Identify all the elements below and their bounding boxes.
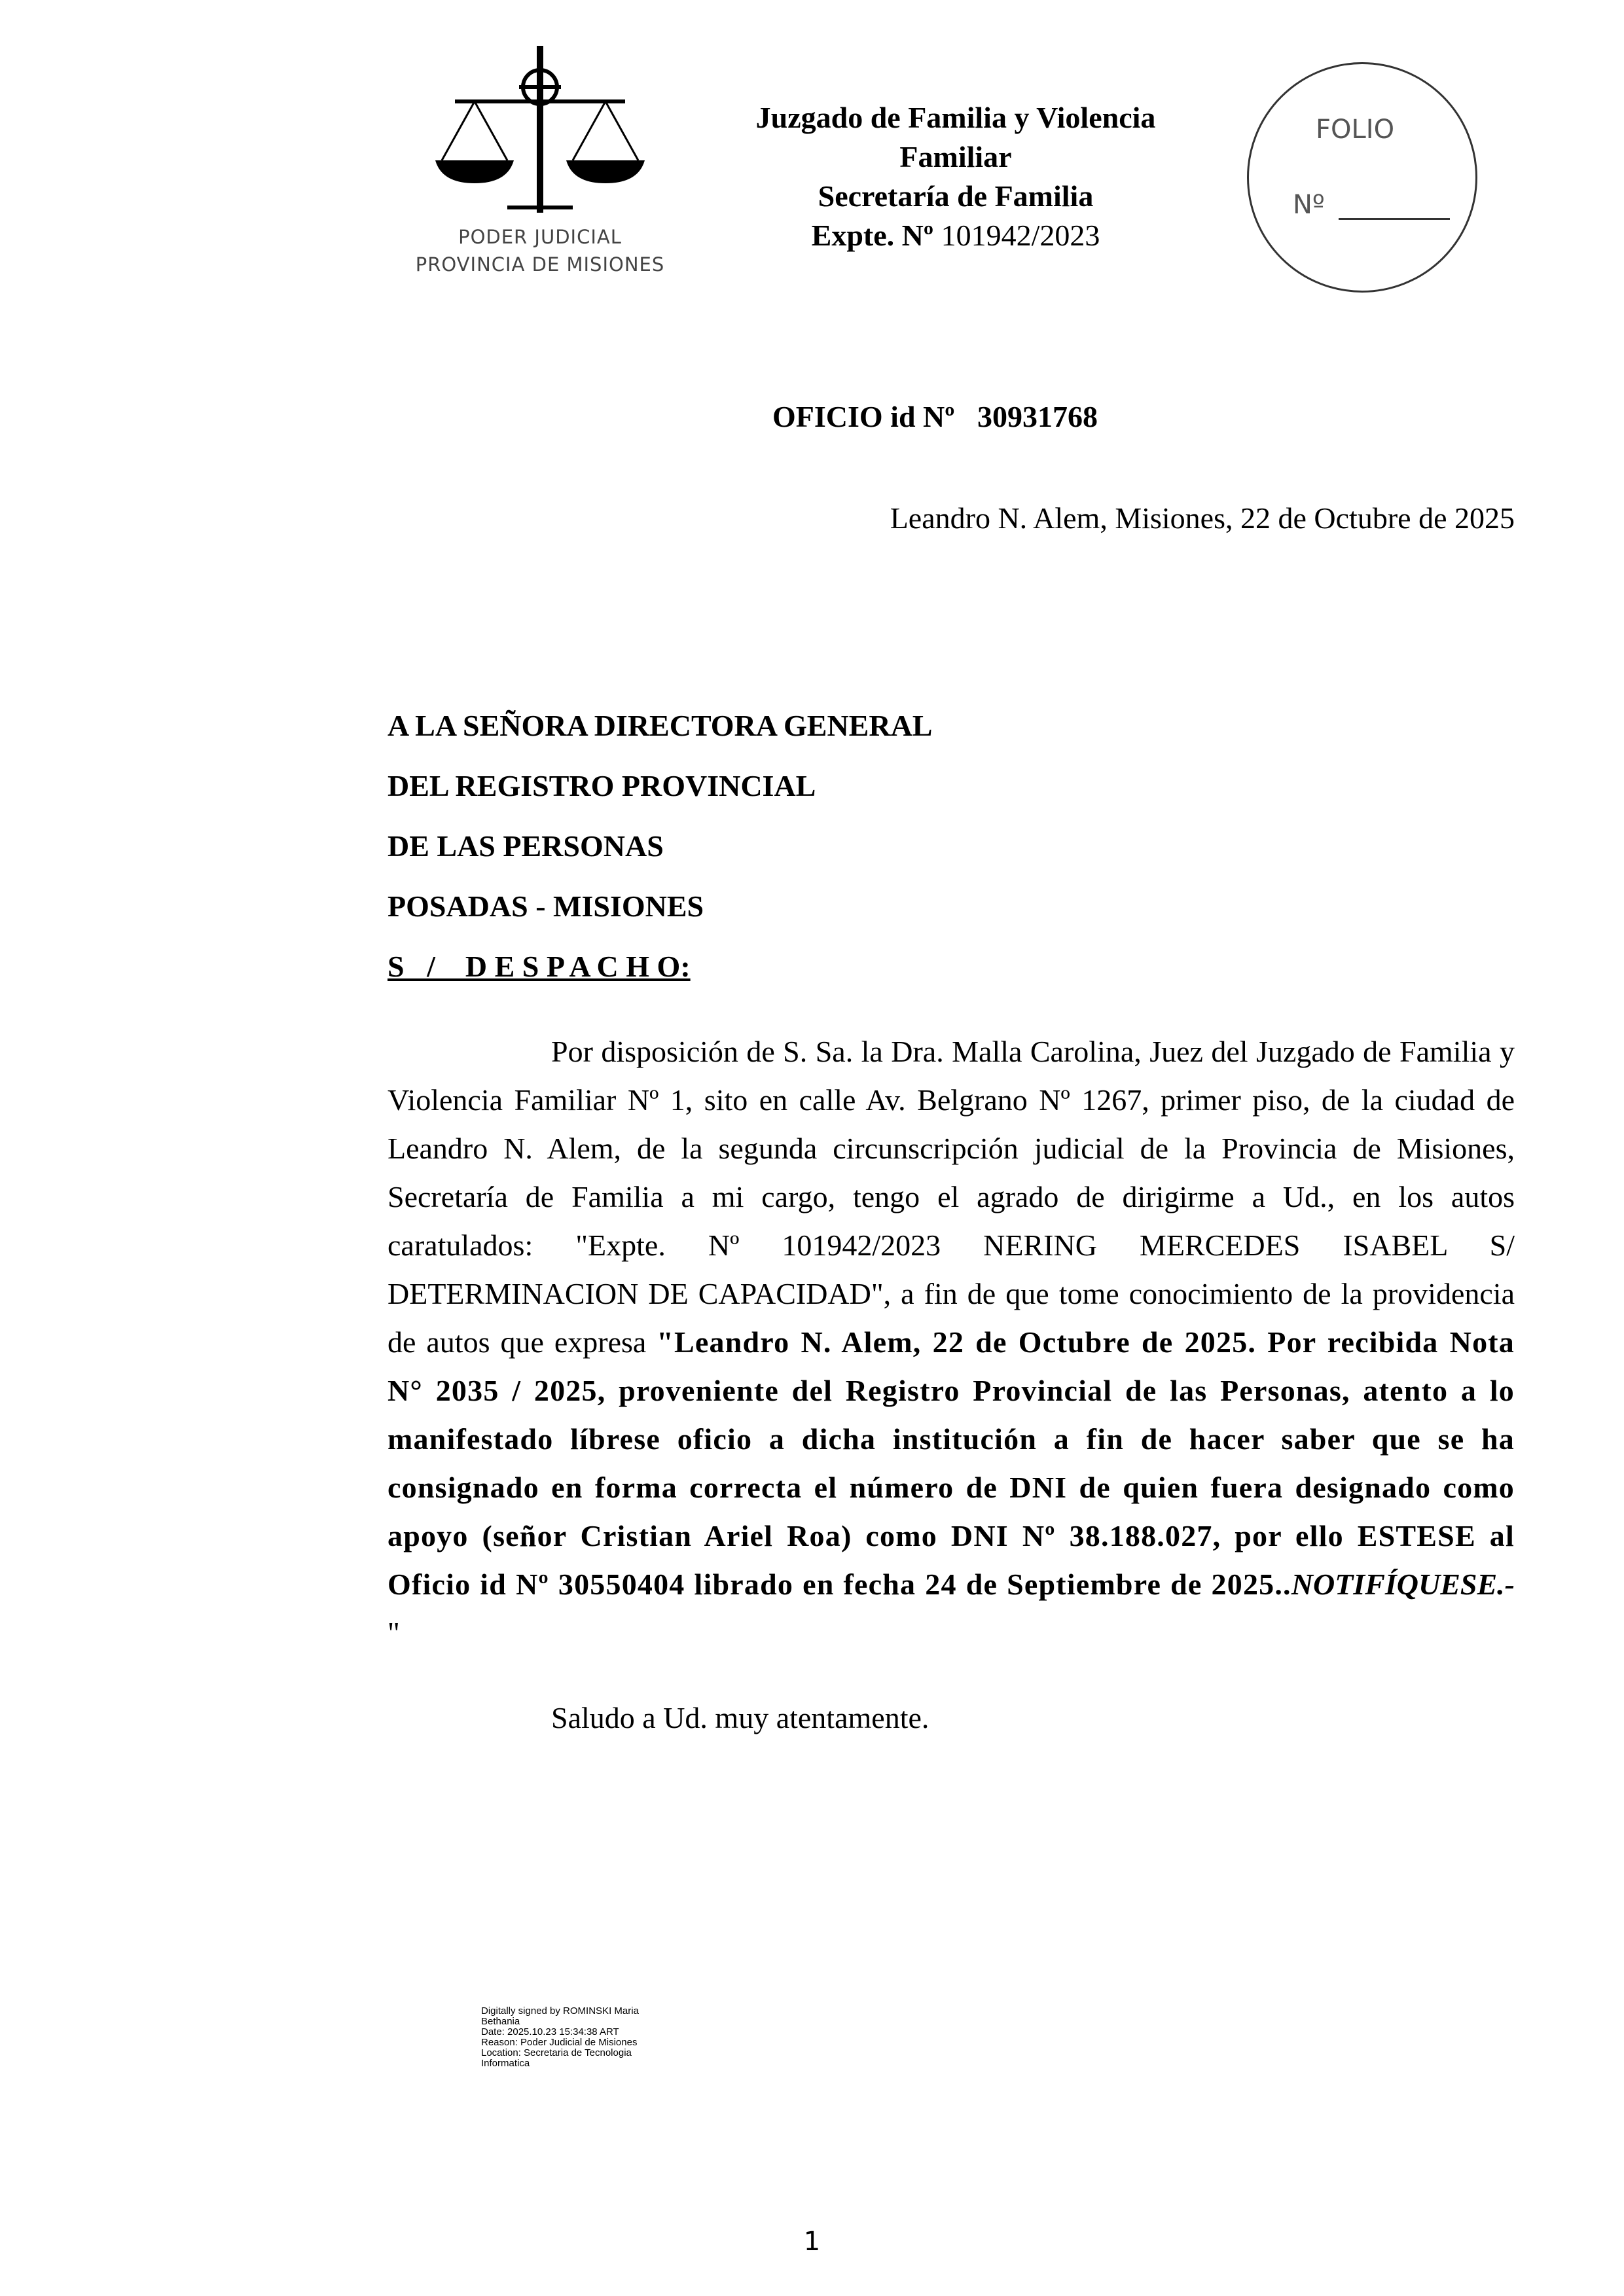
body-intro: Por disposición de S. Sa. la Dra. Malla Carolina, Juez del Juzgado de Familia y Violencia Familiar Nº 1, sito en calle Av. Belgrano Nº 1267, primer piso, de la ciudad de Leandro N. Alem, de la segunda circunscripción judicial de la Provincia de Misiones, Secretaría de Familia a mi cargo, tengo el agrado de dirigirme a Ud., en los autos caratulados: "Expte. Nº 101942/2023 NERING MERCEDES ISABEL S/ DETERMINACION DE CAPACIDAD", a fin de que tome conocimiento de la providencia de autos que expresa — [388, 1035, 1515, 1359]
court-header — [694, 98, 1218, 255]
addressee-line-2: DEL REGISTRO PROVINCIAL — [388, 769, 816, 802]
oficio-label: OFICIO id Nº — [772, 400, 955, 433]
addressee-line-3: DE LAS PERSONAS — [388, 829, 664, 863]
folio-stamp-ring — [1247, 62, 1477, 293]
folio-stamp — [1247, 62, 1476, 291]
judiciary-logo — [403, 43, 677, 291]
logo-line-1: PODER JUDICIAL — [458, 226, 622, 248]
expte-label: Expte. Nº — [811, 219, 934, 252]
logo-line-2: PROVINCIA DE MISIONES — [415, 253, 665, 276]
page-number: 1 — [803, 2227, 821, 2257]
addressee-line-4: POSADAS - MISIONES — [388, 889, 704, 923]
court-name-line-2: Familiar — [899, 140, 1012, 173]
folio-label: FOLIO — [1316, 115, 1395, 145]
secretary-name: Secretaría de Familia — [818, 179, 1094, 213]
signature-line-5: Location: Secretaria de Tecnologia — [481, 2047, 632, 2058]
body-quote-bold: "Leandro N. Alem, 22 de Octubre de 2025. Por recibida Nota N° 2035 / 2025, proveniente del Registro Provincial de las Personas, atento a lo manifestado líbrese oficio a dicha institución a fin de hacer saber que se ha consignado en forma correcta el número de DNI de quien fuera designado como apoyo (señor Cristian Ariel Roa) como DNI Nº 38.188.027, por ello ESTESE al Oficio id Nº 30550404 librado en fecha 24 de Septiembre de 2025.. — [388, 1325, 1515, 1601]
addressee-block — [388, 696, 932, 997]
despacho-line: S / D E S P A C H O: — [388, 950, 691, 983]
oficio-number: 30931768 — [977, 400, 1098, 433]
expte-line — [694, 216, 1218, 255]
folio-number-blank — [1339, 218, 1450, 220]
signature-line-4: Reason: Poder Judicial de Misiones — [481, 2037, 638, 2048]
body-quote-notify: NOTIFÍQUESE.- — [1291, 1568, 1515, 1601]
signature-line-2: Bethania — [481, 2016, 520, 2027]
place-date: Leandro N. Alem, Misiones, 22 de Octubre de 2025 — [890, 501, 1515, 535]
body-paragraph — [388, 1028, 1515, 1657]
folio-number-label: Nº — [1293, 190, 1325, 220]
signature-line-6: Informatica — [481, 2058, 530, 2069]
signature-line-1: Digitally signed by ROMINSKI Maria — [481, 2005, 639, 2017]
addressee-line-1: A LA SEÑORA DIRECTORA GENERAL — [388, 709, 933, 742]
signature-line-3: Date: 2025.10.23 15:34:38 ART — [481, 2026, 619, 2037]
expte-number: 101942/2023 — [941, 219, 1100, 252]
digital-signature — [481, 2006, 677, 2069]
court-name-line-1: Juzgado de Familia y Violencia — [755, 101, 1156, 134]
oficio-id — [772, 399, 1098, 434]
body-quote-close: " — [388, 1616, 400, 1649]
scales-of-justice-icon — [429, 43, 651, 219]
closing-greeting: Saludo a Ud. muy atentamente. — [551, 1701, 929, 1734]
